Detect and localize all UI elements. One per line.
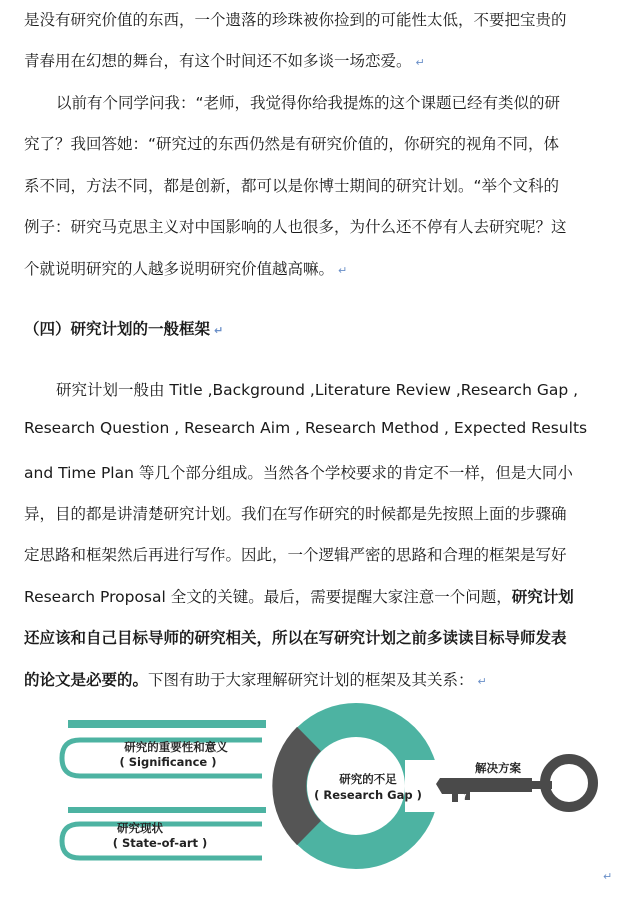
paragraph-mark: ↵ (603, 870, 613, 883)
text-line: 例子：研究马克思主义对中国影响的人也很多，为什么还不停有人去研究呢？这 (24, 218, 567, 236)
text-span: 个就说明研究的人越多说明研究价值越高嘛。 (24, 260, 335, 278)
paragraph-mark: ↵ (214, 324, 224, 337)
text-line: 系不同，方法不同，都是创新，都可以是你博士期间的研究计划。“举个文科的 (24, 177, 560, 195)
text-line: 定思路和框架然后再进行写作。因此，一个逻辑严密的思路和合理的框架是写好 (24, 546, 567, 564)
text-line: 究了？我回答她：“研究过的东西仍然是有研究价值的，你研究的视角不同，体 (24, 135, 560, 153)
gap-label: 研究的不足 (339, 772, 397, 786)
text-line: and Time Plan 等几个部分组成。当然各个学校要求的肯定不一样，但是大同小 (24, 464, 573, 482)
text-line: 以前有个同学问我：“老师，我觉得你给我提炼的这个课题已经有类似的研 (56, 94, 561, 112)
solution-label: 解决方案 (475, 761, 521, 775)
paragraph-mark: ↵ (338, 264, 348, 277)
text-span: 青春用在幻想的舞台，有这个时间还不如多谈一场恋爱。 (24, 52, 412, 70)
text-line: 异，目的都是讲清楚研究计划。我们在写作研究的时候都是先按照上面的步骤确 (24, 505, 567, 523)
bold-text: 的论文是必要的。 (24, 671, 149, 689)
text-line: 研究计划一般由 Title ,Background ,Literature Review ,Research Gap , (56, 381, 579, 399)
state-label: 研究现状 (117, 821, 163, 835)
state-en-label: ( State-of-art ) (112, 836, 208, 850)
text-span: Research Proposal 全文的关键。最后，需要提醒大家注意一个问题， (24, 588, 512, 606)
significance-en-label: ( Significance ) (119, 755, 217, 769)
paragraph-mark: ↵ (477, 675, 487, 688)
solution-en-label: ( Solution ) (461, 792, 535, 806)
text-span: 下图有助于大家理解研究计划的框架及其关系： (148, 671, 474, 689)
heading-text: （四）研究计划的一般框架 (24, 320, 211, 338)
text-line-bold: 还应该和自己目标导师的研究相关，所以在写研究计划之前多读读目标导师发表 (24, 629, 567, 647)
research-gap-ring-icon (289, 720, 445, 852)
significance-label: 研究的重要性和意义 (124, 740, 228, 754)
bold-text: 研究计划 (511, 588, 574, 606)
state-book-icon (62, 807, 266, 858)
paragraph-mark: ↵ (415, 56, 425, 69)
text-line: 是没有研究价值的东西，一个遗落的珍珠被你捡到的可能性太低，不要把宝贵的 (24, 11, 567, 29)
gap-en-label: ( Research Gap ) (314, 788, 422, 802)
text-line: Research Question , Research Aim , Research Method , Expected Results (24, 419, 588, 437)
